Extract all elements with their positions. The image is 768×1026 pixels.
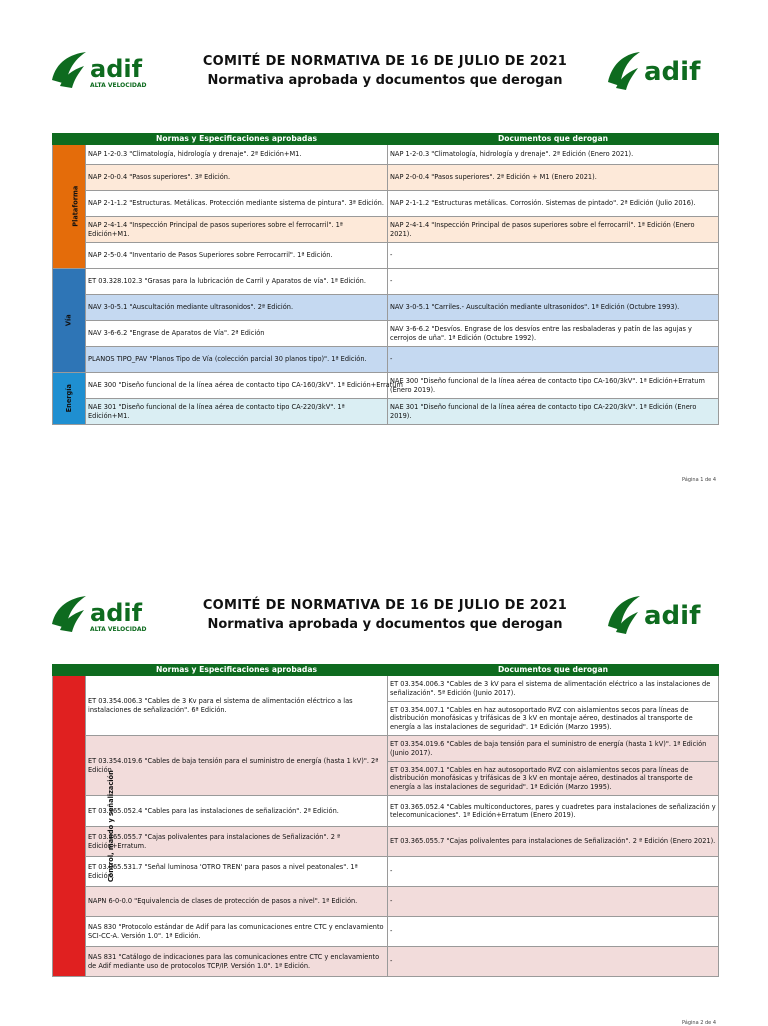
standards-table-page-1 [52, 133, 719, 425]
page-number: Página 1 de 4 [682, 477, 717, 483]
row-approved: NAE 301 "Diseño funcional de la línea aérea de contacto tipo CA-220/3kV". 1ª Edición+M1. [86, 399, 388, 425]
standards-table-page-2 [52, 664, 719, 977]
row-repealed: - [388, 887, 719, 917]
page-number: Página 2 de 4 [682, 1020, 717, 1026]
category-via: Vía [53, 269, 86, 373]
row-repealed: NAV 3-6-6.2 "Desvíos. Engrase de los desvíos entre las resbaladeras y patín de las agujas y cerrojos de uña". 1ª Edición (Octubre 1992). [388, 321, 719, 347]
svg-text:adif: adif [644, 57, 701, 87]
row-repealed: - [388, 269, 719, 295]
row-repealed: NAP 2-4-1.4 "Inspección Principal de pasos superiores sobre el ferrocarril". 1ª Edición (Enero 2021). [388, 217, 719, 243]
header-corner [53, 134, 86, 145]
adif-logo [606, 594, 722, 634]
row-repealed: - [388, 347, 719, 373]
row-repealed: - [388, 917, 719, 947]
category-energia: Energía [53, 373, 86, 425]
row-repealed: NAP 1-2-0.3 "Climatología, hidrología y drenaje". 2ª Edición (Enero 2021). [388, 145, 719, 165]
row-approved: PLANOS TIPO_PAV "Planos Tipo de Vía (colección parcial 30 planos tipo)". 1ª Edición. [86, 347, 388, 373]
adif-alta-velocidad-logo [50, 50, 180, 90]
row-repealed: ET 03.354.019.6 "Cables de baja tensión para el suministro de energía (hasta 1 kV)". 1ª Edición (Junio 2017). [388, 736, 719, 762]
row-repealed: NAP 2-0-0.4 "Pasos superiores". 2ª Edición + M1 (Enero 2021). [388, 165, 719, 191]
row-approved: ET 03.365.052.4 "Cables para las instalaciones de señalización". 2ª Edición. [86, 796, 388, 827]
row-approved: NAS 830 "Protocolo estándar de Adif para las comunicaciones entre CTC y enclavamiento SCI-CC-A. Versión 1.0". 1ª Edición. [86, 917, 388, 947]
row-repealed: ET 03.354.007.1 "Cables en haz autosoportado RVZ con aislamientos secos para líneas de distribución monofásicas y trifásicas de 3 kV en montaje aéreo, destinados al transporte de energía a las instalaciones de seguridad". 1ª Edición (Marzo 1995). [388, 702, 719, 736]
svg-text:ALTA VELOCIDAD: ALTA VELOCIDAD [90, 626, 147, 633]
header-approved: Normas y Especificaciones aprobadas [86, 134, 388, 145]
title-line-1: COMITÉ DE NORMATIVA DE 16 DE JULIO DE 2021 [202, 54, 568, 69]
row-approved: NAP 2-4-1.4 "Inspección Principal de pasos superiores sobre el ferrocarril". 1ª Edición+M1. [86, 217, 388, 243]
svg-text:ALTA VELOCIDAD: ALTA VELOCIDAD [90, 82, 147, 89]
row-repealed: - [388, 857, 719, 887]
row-approved: NAV 3-0-5.1 "Auscultación mediante ultrasonidos". 2ª Edición. [86, 295, 388, 321]
row-approved: ET 03.365.055.7 "Cajas polivalentes para instalaciones de Señalización". 2 ª Edición+Erratum. [86, 827, 388, 857]
row-repealed: ET 03.354.007.1 "Cables en haz autosoportado RVZ con aislamientos secos para líneas de distribución monofásicas y trifásicas de 3 kV en montaje aéreo, destinados al transporte de energía a las instalaciones de seguridad". 1ª Edición (Marzo 1995). [388, 762, 719, 796]
row-repealed: - [388, 243, 719, 269]
header-repealed: Documentos que derogan [388, 665, 719, 676]
adif-logo [606, 50, 722, 90]
row-approved: ET 03.328.102.3 "Grasas para la lubricación de Carril y Aparatos de vía". 1ª Edición. [86, 269, 388, 295]
adif-alta-velocidad-logo [50, 594, 180, 634]
row-approved: ET 03.365.531.7 "Señal luminosa 'OTRO TREN' para pasos a nivel peatonales". 1ª Edición. [86, 857, 388, 887]
row-approved: NAP 2-0-0.4 "Pasos superiores". 3ª Edición. [86, 165, 388, 191]
row-approved: ET 03.354.019.6 "Cables de baja tensión para el suministro de energía (hasta 1 kV)". 2ª Edición [86, 736, 388, 796]
row-repealed: - [388, 947, 719, 977]
header-repealed: Documentos que derogan [388, 134, 719, 145]
title-line-2: Normativa aprobada y documentos que derogan [207, 617, 563, 632]
svg-text:adif: adif [90, 55, 143, 83]
document-title [180, 54, 590, 88]
row-approved: NAS 831 "Catálogo de indicaciones para las comunicaciones entre CTC y enclavamiento de Adif mediante uso de protocolos TCP/IP. Versión 1.0". 1ª Edición. [86, 947, 388, 977]
row-repealed: ET 03.354.006.3 "Cables de 3 kV para el sistema de alimentación eléctrico a las instalaciones de señalización". 5ª Edición (Junio 2017). [388, 676, 719, 702]
category-control-mando-senalizacion: Control, mando y señalización [53, 676, 86, 977]
row-repealed: ET 03.365.055.7 "Cajas polivalentes para instalaciones de Señalización". 2 ª Edición (Enero 2021). [388, 827, 719, 857]
row-approved: NAE 300 "Diseño funcional de la línea aérea de contacto tipo CA-160/3kV". 1ª Edición+Erratum [86, 373, 388, 399]
title-line-1: COMITÉ DE NORMATIVA DE 16 DE JULIO DE 2021 [202, 598, 568, 613]
row-repealed: NAP 2-1-1.2 "Estructuras metálicas. Corrosión. Sistemas de pintado". 2ª Edición (Julio 2016). [388, 191, 719, 217]
row-repealed: ET 03.365.052.4 "Cables multiconductores, pares y cuadretes para instalaciones de señalización y telecomunicaciones". 1ª Edición+Erratum (Enero 2019). [388, 796, 719, 827]
row-approved: NAV 3-6-6.2 "Engrase de Aparatos de Vía". 2ª Edición [86, 321, 388, 347]
row-repealed: NAE 301 "Diseño funcional de la línea aérea de contacto tipo CA-220/3kV". 1ª Edición (Enero 2019). [388, 399, 719, 425]
row-approved: NAP 2-1-1.2 "Estructuras. Metálicas. Protección mediante sistema de pintura". 3ª Edición. [86, 191, 388, 217]
row-approved: ET 03.354.006.3 "Cables de 3 Kv para el sistema de alimentación eléctrico a las instalaciones de señalización". 6ª Edición. [86, 676, 388, 736]
row-repealed: NAV 3-0-5.1 "Carriles.- Auscultación mediante ultrasonidos". 1ª Edición (Octubre 1993). [388, 295, 719, 321]
header-corner [53, 665, 86, 676]
page-2 [0, 540, 768, 1024]
row-repealed: NAE 300 "Diseño funcional de la línea aérea de contacto tipo CA-160/3kV". 1ª Edición+Erratum (Enero 2019). [388, 373, 719, 399]
svg-text:adif: adif [90, 599, 143, 627]
svg-text:adif: adif [644, 601, 701, 631]
document-title [180, 598, 590, 632]
header-approved: Normas y Especificaciones aprobadas [86, 665, 388, 676]
category-plataforma: Plataforma [53, 145, 86, 269]
row-approved: NAP 2-5-0.4 "Inventario de Pasos Superiores sobre Ferrocarril". 1ª Edición. [86, 243, 388, 269]
row-approved: NAP 1-2-0.3 "Climatología, hidrología y drenaje". 2ª Edición+M1. [86, 145, 388, 165]
row-approved: NAPN 6-0-0.0 "Equivalencia de clases de protección de pasos a nivel". 1ª Edición. [86, 887, 388, 917]
title-line-2: Normativa aprobada y documentos que derogan [207, 73, 563, 88]
